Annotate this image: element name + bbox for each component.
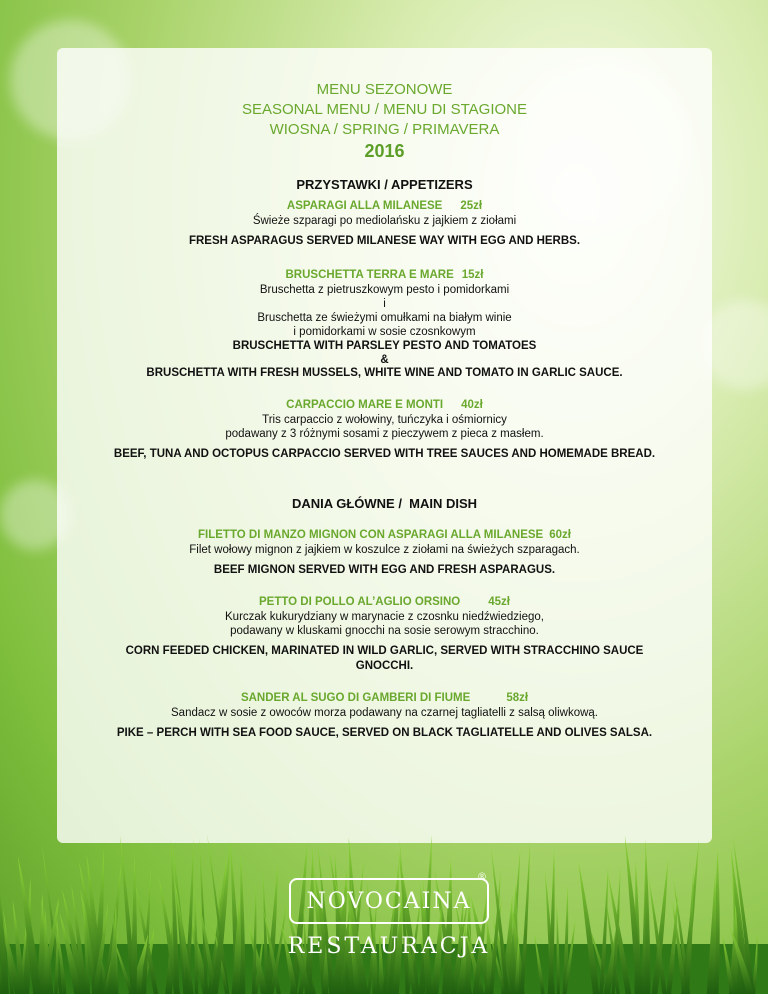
dish-description-en: BEEF, TUNA AND OCTOPUS CARPACCIO SERVED WITH TREE SAUCES AND HOMEMADE BREAD. [113, 448, 656, 460]
dish-description-pl: Świeże szparagi po mediolańsku z jajkiem z ziołami [252, 215, 517, 227]
section-title-appetizers: PRZYSTAWKI / APPETIZERS [296, 177, 473, 192]
grass-blade [131, 854, 137, 994]
dish-price: 25zł [460, 200, 483, 212]
dish-item [57, 690, 712, 741]
dish-item [57, 397, 712, 462]
dish-description-en: BEEF MIGNON SERVED WITH EGG AND FRESH ASPARAGUS. [213, 564, 556, 576]
dish-price: 45zł [488, 596, 510, 608]
dish-description-en: CORN FEEDED CHICKEN, MARINATED IN WILD GARLIC, SERVED WITH STRACCHINO SAUCE [125, 645, 644, 657]
dish-name: CARPACCIO MARE E MONTI 40zł [286, 399, 483, 411]
logo-name: NOVOCAINA [306, 888, 472, 914]
dish-name: SANDER AL SUGO DI GAMBERI DI FIUME 58zł [240, 692, 529, 704]
dish-description-en: PIKE – PERCH WITH SEA FOOD SAUCE, SERVED ON BLACK TAGLIATELLE AND OLIVES SALSA. [116, 727, 653, 739]
dish-description-pl: podawany w kluskami gnocchi na sosie serowym stracchino. [230, 625, 539, 637]
menu-header [57, 80, 712, 161]
dish-description-pl: Filet wołowy mignon z jajkiem w koszulce z ziołami na świeżych szparagach. [189, 544, 580, 556]
registered-mark: ® [477, 872, 489, 883]
dish-description-en: & [380, 354, 389, 366]
dish-price: 60zł [549, 529, 571, 541]
dish-item [57, 267, 712, 381]
dish-description-pl: i [383, 298, 386, 310]
dish-item [57, 594, 712, 674]
dish-description-pl: Sandacz w sosie z owoców morza podawany na czarnej tagliatelli z salsą oliwkową. [171, 707, 598, 719]
dish-price: 40zł [461, 399, 483, 411]
restaurant-logo [284, 872, 494, 978]
dish-name: PETTO DI POLLO AL’AGLIO ORSINO 45zł [258, 596, 510, 608]
dish-description-en: BRUSCHETTA WITH FRESH MUSSELS, WHITE WINE AND TOMATO IN GARLIC SAUCE. [146, 367, 623, 379]
header-line-1: MENU SEZONOWE [316, 81, 453, 98]
dish-price: 15zł [461, 269, 484, 281]
logo-subtitle: RESTAURACJA [287, 934, 491, 959]
dish-description-pl: Bruschetta ze świeżymi omułkami na białym winie [257, 312, 512, 324]
section-title-main: DANIA GŁÓWNE / MAIN DISH [291, 496, 478, 511]
dish-description-en: BRUSCHETTA WITH PARSLEY PESTO AND TOMATOES [232, 340, 537, 352]
dish-name: ASPARAGI ALLA MILANESE 25zł [286, 200, 483, 212]
header-line-2: SEASONAL MENU / MENU DI STAGIONE [241, 101, 528, 118]
logo-frame [289, 872, 489, 924]
dish-description-en: FRESH ASPARAGUS SERVED MILANESE WAY WITH EGG AND HERBS. [188, 235, 581, 247]
dish-description-pl: i pomidorkami w sosie czosnkowym [293, 326, 476, 338]
grass-blade [240, 852, 245, 994]
dish-item [57, 198, 712, 249]
dish-price: 58zł [506, 692, 529, 704]
dish-description-en: GNOCCHI. [355, 660, 414, 672]
dish-description-pl: Bruschetta z pietruszkowym pesto i pomidorkami [259, 284, 510, 296]
grass-blade [195, 887, 199, 994]
dish-description-pl: podawany z 3 różnymi sosami z pieczywem z pieca z masłem. [225, 428, 544, 440]
grass-blade [707, 872, 716, 994]
header-line-3: WIOSNA / SPRING / PRIMAVERA [269, 121, 500, 138]
dish-description-pl: Tris carpaccio z wołowiny, tuńczyka i ośmiornicy [262, 414, 507, 426]
dish-description-pl: Kurczak kukurydziany w marynacie z czosnku niedźwiedziego, [225, 611, 544, 623]
grass-blade [645, 839, 650, 994]
menu-card [57, 48, 712, 843]
dish-name: FILETTO DI MANZO MIGNON CON ASPARAGI ALLA MILANESE 60zł [198, 529, 571, 541]
header-year: 2016 [364, 141, 405, 161]
dish-name: BRUSCHETTA TERRA E MARE 15zł [285, 269, 484, 281]
dish-item [57, 527, 712, 578]
